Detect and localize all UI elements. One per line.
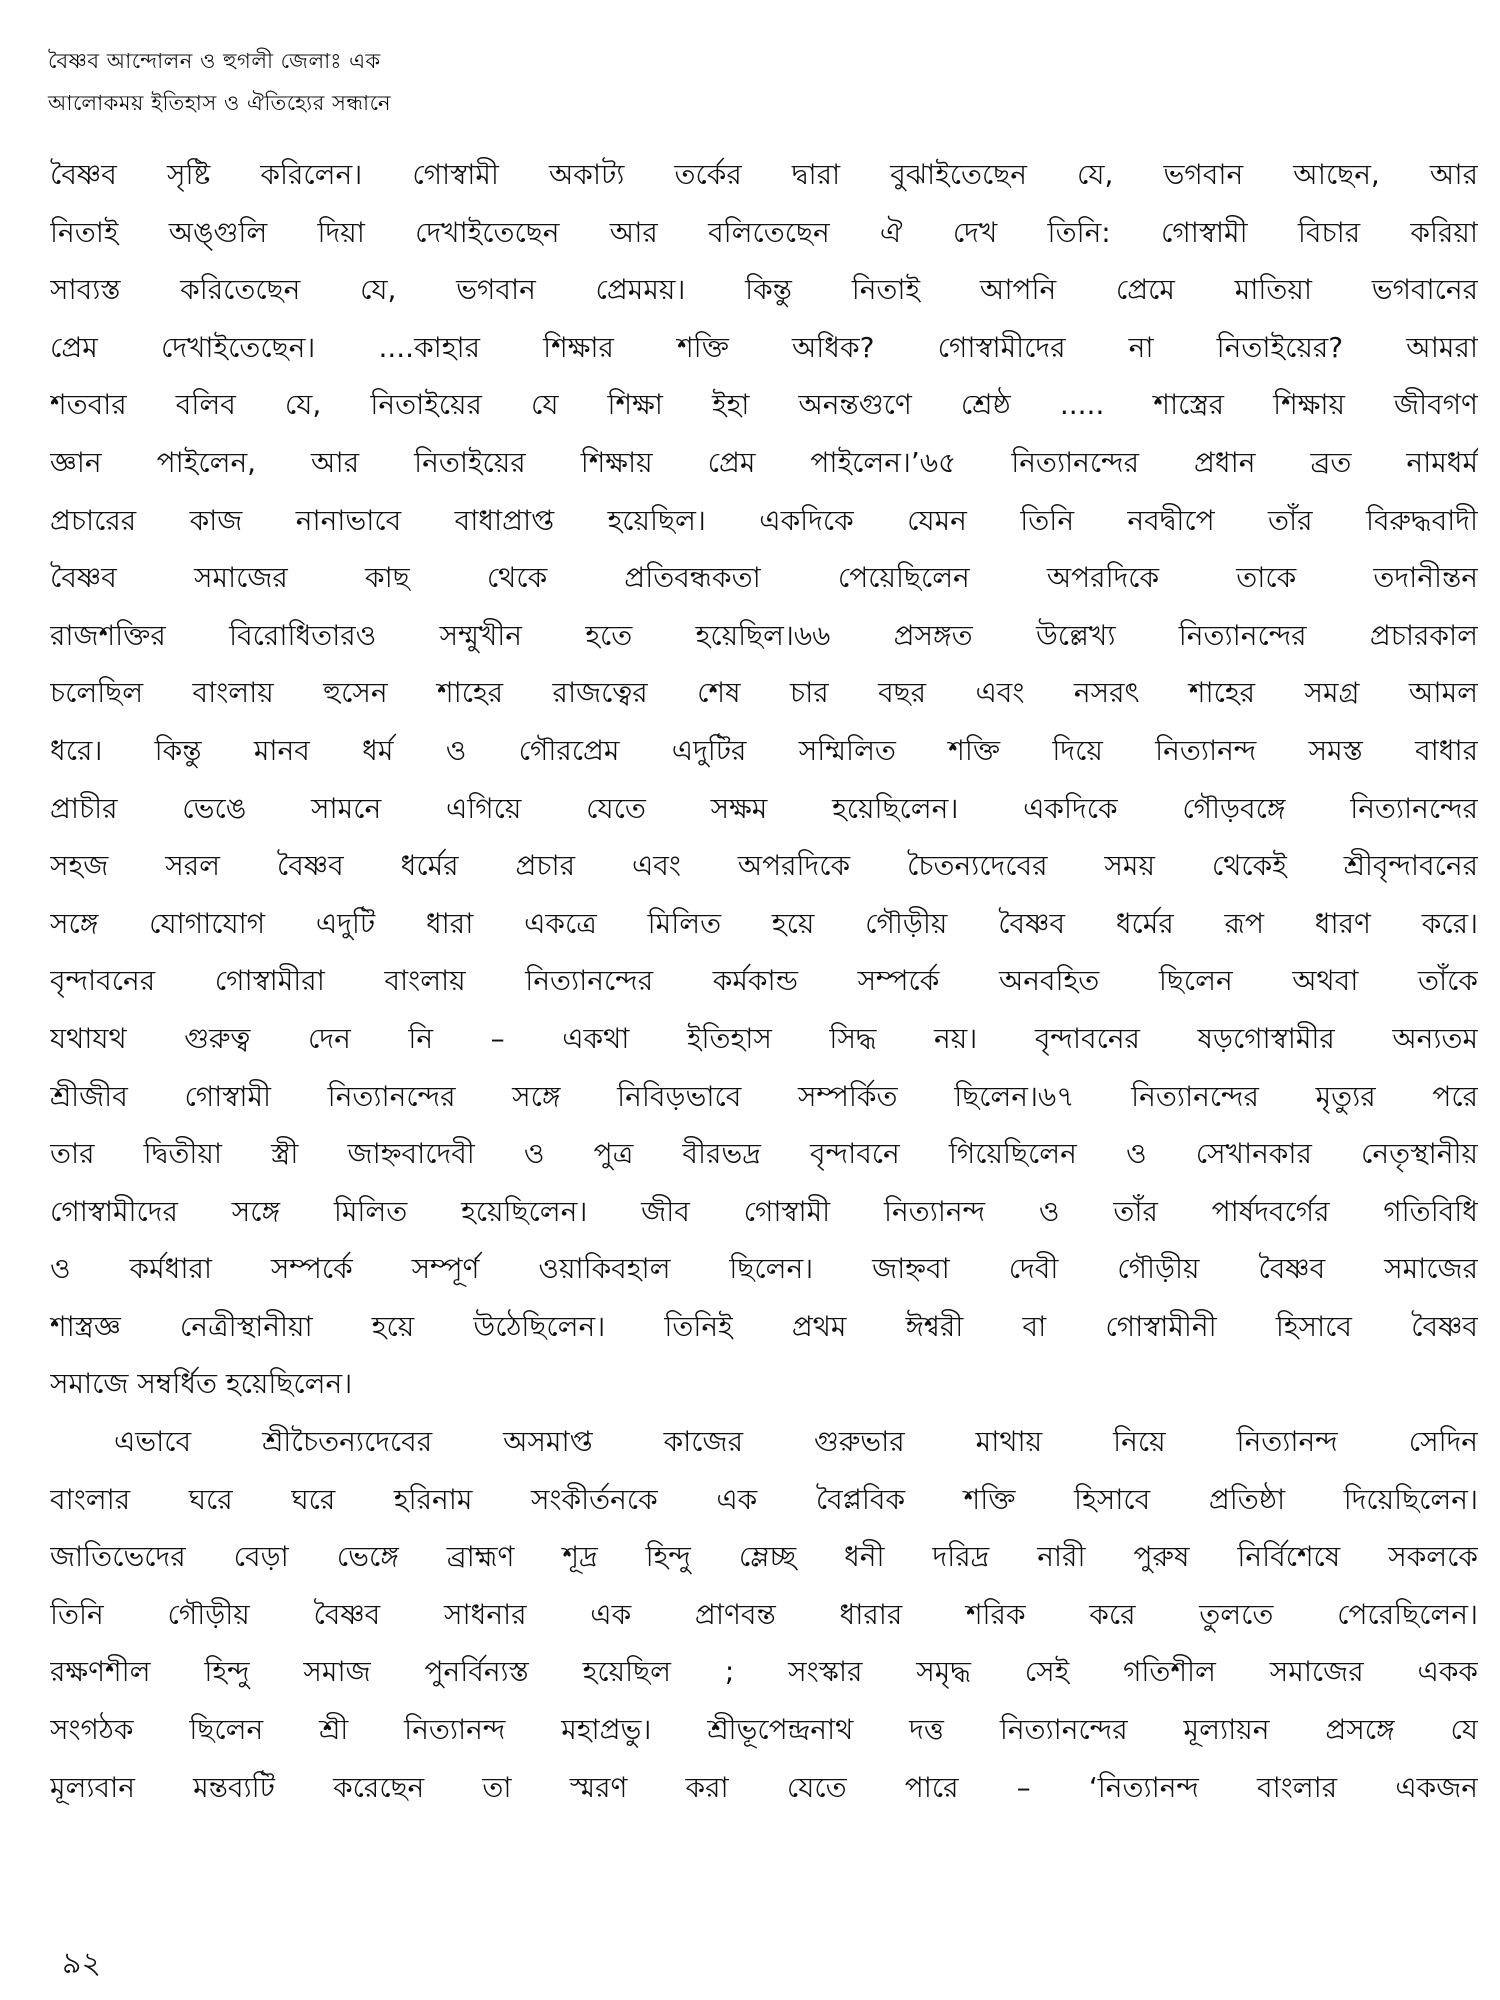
text-line: জাতিভেদের বেড়া ভেঙ্গে ব্রাহ্মণ শূদ্র হিন্দু ম্লেচ্ছ ধনী দরিদ্র নারী পুরুষ নির্বিশেষে সকলকে <box>50 1540 1478 1574</box>
running-header <box>48 40 668 124</box>
text-line: মূল্যবান মন্তব্যটি করেছেন তা স্মরণ করা যেতে পারে – ‘নিত্যানন্দ বাংলার একজন <box>50 1770 1478 1804</box>
text-line: সংগঠক ছিলেন শ্রী নিত্যানন্দ মহাপ্রভু। শ্রীভূপেন্দ্রনাথ দত্ত নিত্যানন্দের মূল্যায়ন প্রসঙ্গে যে <box>50 1713 1478 1747</box>
text-line: গোস্বামীদের সঙ্গে মিলিত হয়েছিলেন। জীব গোস্বামী নিত্যানন্দ ও তাঁর পার্ষদবর্গের গতিবিধি <box>50 1194 1478 1228</box>
text-line: ধরে। কিন্তু মানব ধর্ম ও গৌরপ্রেম এদুটির সম্মিলিত শক্তি দিয়ে নিত্যানন্দ সমস্ত বাধার <box>50 733 1478 767</box>
text-line: তার দ্বিতীয়া স্ত্রী জাহ্নবাদেবী ও পুত্র বীরভদ্র বৃন্দাবনে গিয়েছিলেন ও সেখানকার নেতৃস্থানীয় <box>50 1137 1478 1171</box>
text-line: চলেছিল বাংলায় হুসেন শাহের রাজত্বের শেষ চার বছর এবং নসরৎ শাহের সমগ্র আমল <box>50 676 1478 710</box>
header-line-2: আলোকময় ইতিহাস ও ঐতিহ্যের সন্ধানে <box>48 91 392 115</box>
text-line: বৈষ্ণব সমাজের কাছ থেকে প্রতিবন্ধকতা পেয়েছিলেন অপরদিকে তাকে তদানীন্তন <box>50 561 1478 595</box>
text-line: প্রাচীর ভেঙে সামনে এগিয়ে যেতে সক্ষম হয়েছিলেন। একদিকে গৌড়বঙ্গে নিত্যানন্দের <box>50 791 1478 825</box>
text-line: শতবার বলিব যে, নিতাইয়ের যে শিক্ষা ইহা অনন্তগুণে শ্রেষ্ঠ ..... শাস্ত্রের শিক্ষায় জীবগণ <box>50 388 1478 422</box>
text-line: রক্ষণশীল হিন্দু সমাজ পুনর্বিন্যস্ত হয়েছিল ; সংস্কার সমৃদ্ধ সেই গতিশীল সমাজের একক <box>50 1655 1478 1689</box>
text-line: সহজ সরল বৈষ্ণব ধর্মের প্রচার এবং অপরদিকে চৈতন্যদেবের সময় থেকেই শ্রীবৃন্দাবনের <box>50 849 1478 883</box>
text-line: বৈষ্ণব সৃষ্টি করিলেন। গোস্বামী অকাট্য তর্কের দ্বারা বুঝাইতেছেন যে, ভগবান আছেন, আর <box>50 158 1478 191</box>
text-line: প্রেম দেখাইতেছেন। ....কাহার শিক্ষার শক্তি অধিক? গোস্বামীদের না নিতাইয়ের? আমরা <box>50 330 1478 364</box>
text-line: সাব্যস্ত করিতেছেন যে, ভগবান প্রেমময়। কিন্তু নিতাই আপনি প্রেমে মাতিয়া ভগবানের <box>50 273 1478 307</box>
text-line: জ্ঞান পাইলেন, আর নিতাইয়ের শিক্ষায় প্রেম পাইলেন।’৬৫ নিত্যানন্দের প্রধান ব্রত নামধর্ম <box>50 445 1478 479</box>
paragraph-end-line: সমাজে সম্বর্ধিত হয়েছিলেন। <box>50 1367 353 1401</box>
body-text <box>50 146 1478 1816</box>
text-line: বৃন্দাবনের গোস্বামীরা বাংলায় নিত্যানন্দের কর্মকান্ড সম্পর্কে অনবহিত ছিলেন অথবা তাঁকে <box>50 964 1478 998</box>
text-line: প্রচারের কাজ নানাভাবে বাধাপ্রাপ্ত হয়েছিল। একদিকে যেমন তিনি নবদ্বীপে তাঁর বিরুদ্ধবাদী <box>50 503 1478 537</box>
text-line: ও কর্মধারা সম্পর্কে সম্পূর্ণ ওয়াকিবহাল ছিলেন। জাহ্নবা দেবী গৌড়ীয় বৈষ্ণব সমাজের <box>50 1252 1478 1286</box>
text-line: তিনি গৌড়ীয় বৈষ্ণব সাধনার এক প্রাণবন্ত ধারার শরিক করে তুলতে পেরেছিলেন। <box>50 1597 1478 1631</box>
text-line: সঙ্গে যোগাযোগ এদুটি ধারা একত্রে মিলিত হয়ে গৌড়ীয় বৈষ্ণব ধর্মের রূপ ধারণ করে। <box>50 906 1478 940</box>
header-line-1: বৈষ্ণব আন্দোলন ও হুগলী জেলাঃ এক <box>48 49 381 73</box>
page-number: ৯২ <box>62 1946 101 1981</box>
text-line: যথাযথ গুরুত্ব দেন নি – একথা ইতিহাস সিদ্ধ নয়। বৃন্দাবনের ষড়গোস্বামীর অন্যতম <box>50 1021 1478 1055</box>
paragraph-start-line: এভাবে শ্রীচৈতন্যদেবের অসমাপ্ত কাজের গুরুভার মাথায় নিয়ে নিত্যানন্দ সেদিন <box>114 1425 1478 1459</box>
text-line: শ্রীজীব গোস্বামী নিত্যানন্দের সঙ্গে নিবিড়ভাবে সম্পর্কিত ছিলেন।৬৭ নিত্যানন্দের মৃত্যুর পরে <box>50 1079 1478 1113</box>
text-line: শাস্ত্রজ্ঞ নেত্রীস্থানীয়া হয়ে উঠেছিলেন। তিনিই প্রথম ঈশ্বরী বা গোস্বামীনী হিসাবে বৈষ্ণব <box>50 1309 1478 1343</box>
text-line: নিতাই অঙ্গুলি দিয়া দেখাইতেছেন আর বলিতেছেন ঐ দেখ তিনি: গোস্বামী বিচার করিয়া <box>50 215 1478 249</box>
text-line: বাংলার ঘরে ঘরে হরিনাম সংকীর্তনকে এক বৈপ্লবিক শক্তি হিসাবে প্রতিষ্ঠা দিয়েছিলেন। <box>50 1482 1478 1516</box>
text-line: রাজশক্তির বিরোধিতারও সম্মুখীন হতে হয়েছিল।৬৬ প্রসঙ্গত উল্লেখ্য নিত্যানন্দের প্রচারকাল <box>50 618 1478 652</box>
